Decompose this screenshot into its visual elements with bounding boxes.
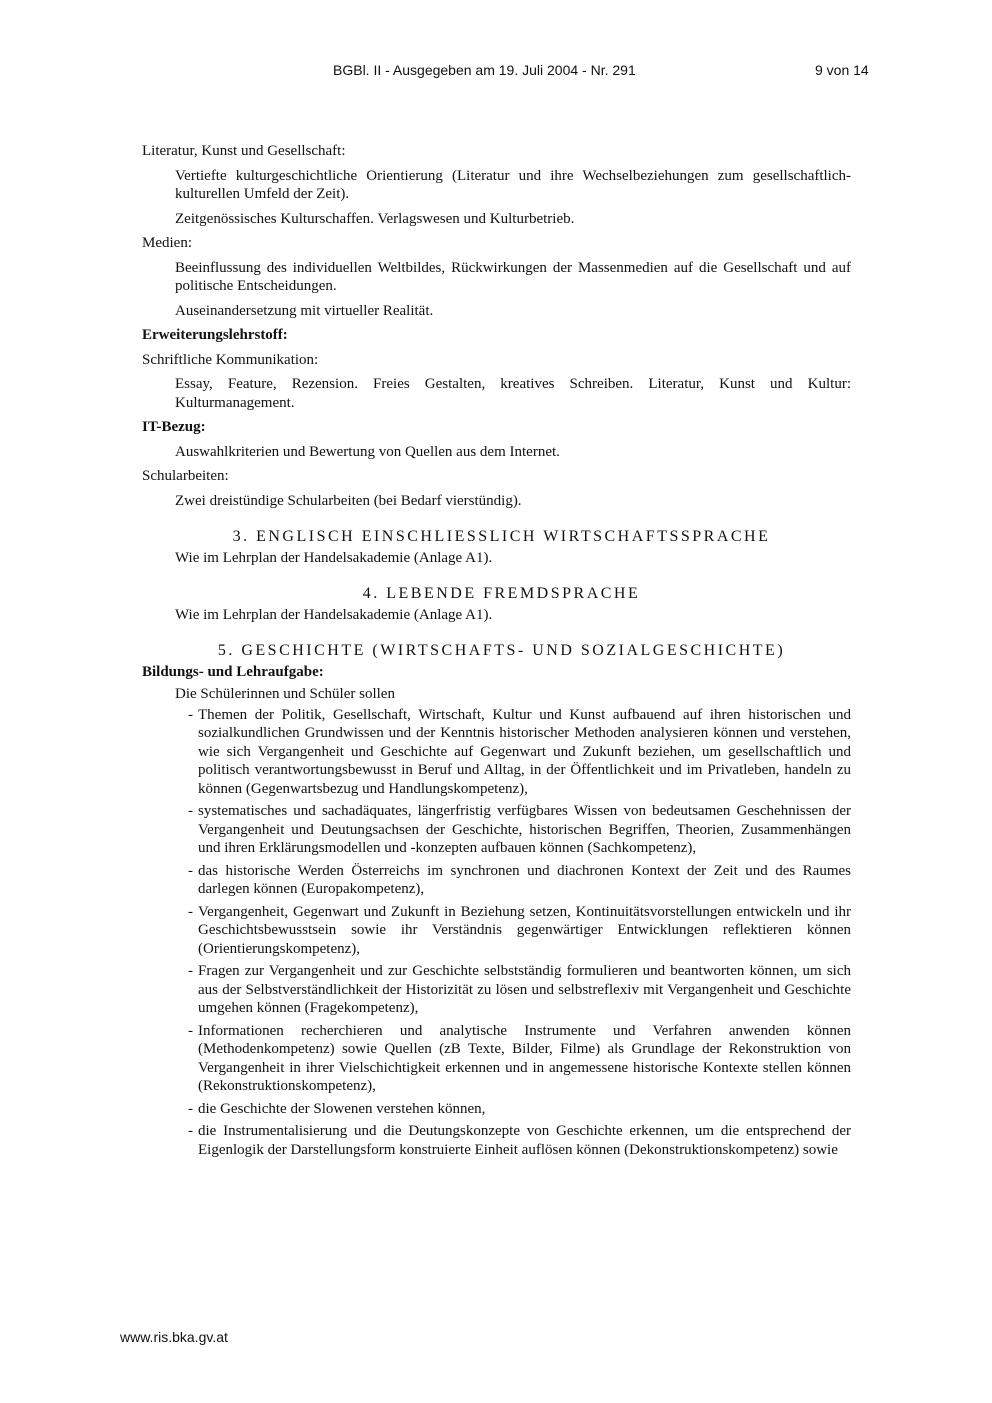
- section-label-literatur: Literatur, Kunst und Gesellschaft:: [142, 143, 346, 159]
- heading-erweiterungslehrstoff: Erweiterungslehrstoff:: [142, 327, 288, 343]
- section-label-medien: Medien:: [142, 235, 192, 251]
- document-body: [142, 142, 851, 1159]
- list-item: - Vergangenheit, Gegenwart und Zukunft in Beziehung setzen, Kontinuitätsvorstellungen entwickeln und ihr Geschichtsbewusstsein sowie ihr Verständnis gegenwärtiger Entwicklungen reflektieren können (Orientierungskompetenz),: [142, 903, 851, 959]
- paragraph-geschichte-intro: Die Schülerinnen und Schüler sollen: [175, 686, 395, 702]
- paragraph-englisch: Wie im Lehrplan der Handelsakademie (Anlage A1).: [175, 549, 493, 566]
- list-item: - Fragen zur Vergangenheit und zur Geschichte selbstständig formulieren und beantworten können, um sich aus der Selbstverständlichkeit der Historizität zu lösen und selbstreflexiv mit Vergangenheit und Geschichte umgehen können (Fragekompetenz),: [142, 962, 851, 1018]
- paragraph-literatur-2: Zeitgenössisches Kulturschaffen. Verlagswesen und Kulturbetrieb.: [175, 210, 575, 227]
- list-item: - das historische Werden Österreichs im synchronen und diachronen Kontext der Zeit und des Raumes darlegen können (Europakompetenz),: [142, 862, 851, 899]
- list-item: - die Instrumentalisierung und die Deutungskonzepte von Geschichte erkennen, um die entsprechend der Eigenlogik der Darstellungsform konstruierte Einheit auflösen können (Dekonstruktionskompetenz) sowie: [142, 1122, 851, 1159]
- paragraph-literatur-1: Vertiefte kulturgeschichtliche Orientierung (Literatur und ihre Wechselbeziehungen zum gesellschaftlich-kulturellen Umfeld der Zeit).: [175, 167, 851, 202]
- paragraph-it-bezug: Auswahlkriterien und Bewertung von Quellen aus dem Internet.: [175, 443, 560, 460]
- paragraph-medien-2: Auseinandersetzung mit virtueller Realität.: [175, 302, 434, 319]
- list-item: - systematisches und sachadäquates, längerfristig verfügbares Wissen von bedeutsamen Geschehnissen der Vergangenheit und Deutungsachsen der Geschichte, historischen Begriffen, Theorien, Zusammenhängen und ihren Erklärungsmodellen und -konzepten aufbauen können (Sachkompetenz),: [142, 802, 851, 858]
- heading-it-bezug: IT-Bezug:: [142, 419, 206, 435]
- list-item: - Informationen recherchieren und analytische Instrumente und Verfahren anwenden können (Methodenkompetenz) sowie Quellen (zB Texte, Bilder, Filme) als Grundlage der Rekonstruktion von Vergangenheit in ihrer Vielschichtigkeit erkennen und in angemessene historische Kontexte stellen können (Rekonstruktionskompetenz),: [142, 1022, 851, 1096]
- page-number: 9 von 14: [815, 62, 869, 78]
- list-item: - Themen der Politik, Gesellschaft, Wirtschaft, Kultur und Kunst aufbauend auf ihren historischen und sozialkundlichen Grundwissen und der Kenntnis historischer Methoden analysieren können und verstehen, wie sich Vergangenheit und Geschichte auf Gegenwart und Zukunft beziehen, um gesellschaftlich und politisch verantwortungsbewusst in Beruf und Alltag, in der Öffentlichkeit und im Privatleben, handeln zu können (Gegenwartsbezug und Handlungskompetenz),: [142, 706, 851, 799]
- paragraph-fremdsprache: Wie im Lehrplan der Handelsakademie (Anlage A1).: [175, 606, 493, 623]
- section-title-geschichte: 5. GESCHICHTE (WIRTSCHAFTS- UND SOZIALGESCHICHTE): [217, 642, 786, 659]
- paragraph-medien-1: Beeinflussung des individuellen Weltbildes, Rückwirkungen der Massenmedien auf die Gesellschaft und auf politische Entscheidungen.: [175, 259, 851, 294]
- paragraph-schularbeiten: Zwei dreistündige Schularbeiten (bei Bedarf vierstündig).: [175, 492, 522, 509]
- page-header-title: BGBl. II - Ausgegeben am 19. Juli 2004 - Nr. 291: [333, 62, 636, 78]
- footer-url: www.ris.bka.gv.at: [120, 1329, 228, 1345]
- paragraph-schriftliche-kommunikation: Essay, Feature, Rezension. Freies Gestalten, kreatives Schreiben. Literatur, Kunst und Kultur: Kulturmanagement.: [175, 376, 851, 411]
- section-title-englisch: 3. ENGLISCH EINSCHLIESSLICH WIRTSCHAFTSSPRACHE: [232, 528, 771, 545]
- section-label-schularbeiten: Schularbeiten:: [142, 468, 229, 484]
- competence-list: [142, 706, 851, 1160]
- list-item: - die Geschichte der Slowenen verstehen können,: [142, 1100, 851, 1119]
- section-title-fremdsprache: 4. LEBENDE FREMDSPRACHE: [362, 585, 641, 602]
- section-label-schriftliche-kommunikation: Schriftliche Kommunikation:: [142, 351, 319, 368]
- heading-bildungs-und-lehraufgabe: Bildungs- und Lehraufgabe:: [142, 663, 324, 680]
